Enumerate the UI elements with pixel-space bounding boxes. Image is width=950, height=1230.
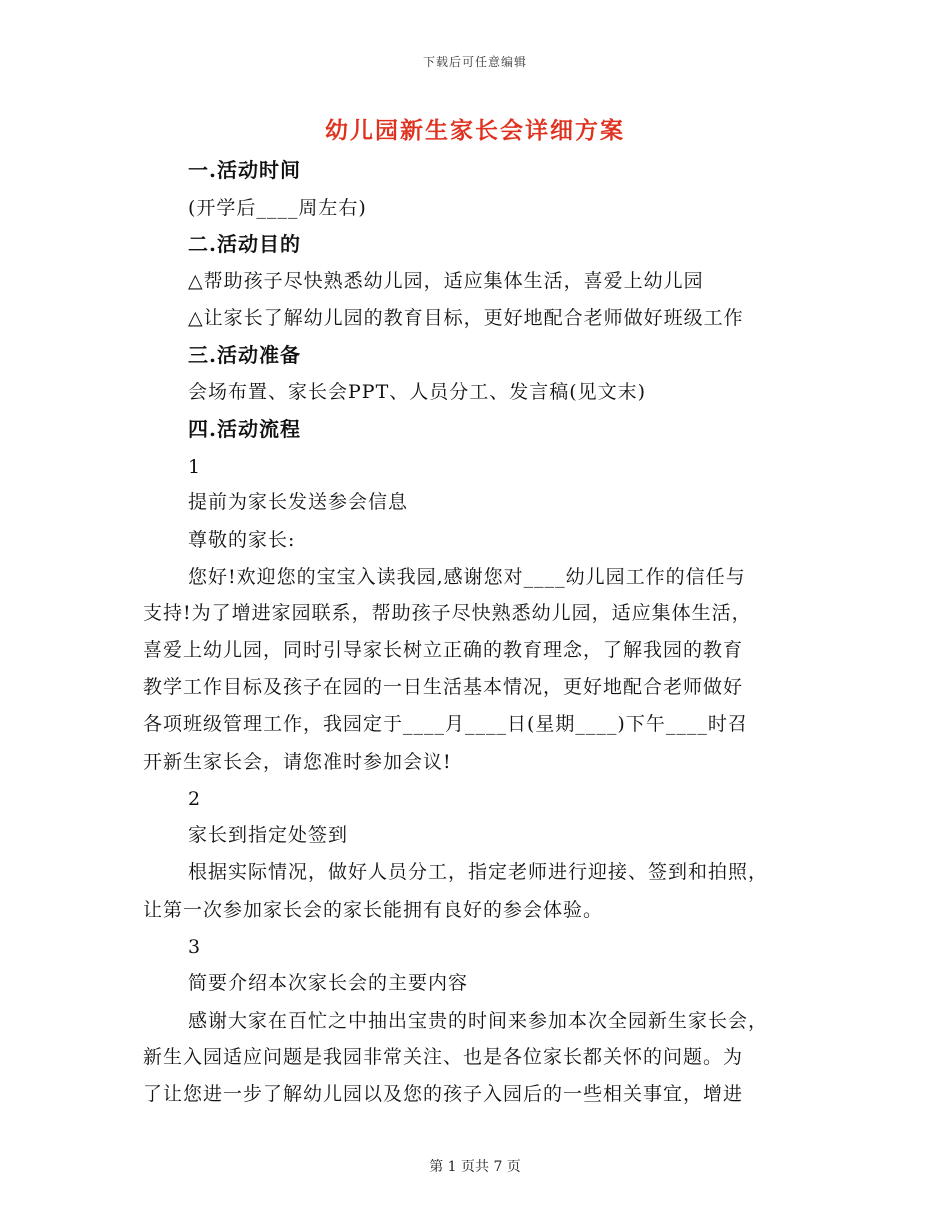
section-heading-purpose: 二.活动目的	[188, 232, 301, 256]
paragraph-line: 新生入园适应问题是我园非常关注、也是各位家长都关怀的问题。为	[143, 1046, 744, 1068]
step-title: 家长到指定处签到	[188, 824, 349, 846]
paragraph-line: 教学工作目标及孩子在园的一日生活基本情况，更好地配合老师做好	[143, 676, 744, 698]
paragraph-line: (开学后____周左右)	[188, 197, 367, 219]
paragraph-line: 让第一次参加家长会的家长能拥有良好的参会体验。	[143, 899, 604, 921]
paragraph-line: 各项班级管理工作，我园定于____月____日(星期____)下午____时召	[143, 713, 748, 735]
step-title: 简要介绍本次家长会的主要内容	[188, 972, 469, 994]
paragraph-line: 会场布置、家长会PPT、人员分工、发言稿(见文末)	[188, 381, 647, 403]
section-heading-prep: 三.活动准备	[188, 343, 301, 367]
paragraph-line: 喜爱上幼儿园，同时引导家长树立正确的教育理念，了解我园的教育	[143, 639, 744, 661]
page-footer: 第 1 页共 7 页	[429, 1159, 521, 1175]
step-number: 1	[188, 456, 202, 478]
paragraph-line: △帮助孩子尽快熟悉幼儿园，适应集体生活，喜爱上幼儿园	[188, 270, 704, 292]
header-note: 下载后可任意编辑	[422, 55, 527, 69]
paragraph-line: 您好!欢迎您的宝宝入读我园,感谢您对____幼儿园工作的信任与	[188, 566, 746, 588]
step-number: 2	[188, 788, 202, 810]
page-title: 幼儿园新生家长会详细方案	[325, 117, 625, 144]
step-title: 提前为家长发送参会信息	[188, 491, 409, 513]
paragraph-line: 尊敬的家长:	[188, 529, 296, 551]
step-number: 3	[188, 936, 202, 958]
paragraph-line: 支持!为了增进家园联系，帮助孩子尽快熟悉幼儿园，适应集体生活，	[143, 602, 752, 624]
section-heading-time: 一.活动时间	[188, 158, 301, 182]
paragraph-line: 开新生家长会，请您准时参加会议!	[143, 751, 452, 773]
paragraph-line: 根据实际情况，做好人员分工，指定老师进行迎接、签到和拍照，	[188, 861, 769, 883]
paragraph-line: △让家长了解幼儿园的教育目标，更好地配合老师做好班级工作	[188, 307, 744, 329]
section-heading-process: 四.活动流程	[188, 417, 301, 441]
paragraph-line: 感谢大家在百忙之中抽出宝贵的时间来参加本次全园新生家长会，	[188, 1010, 769, 1032]
paragraph-line: 了让您进一步了解幼儿园以及您的孩子入园后的一些相关事宜，增进	[143, 1083, 744, 1105]
